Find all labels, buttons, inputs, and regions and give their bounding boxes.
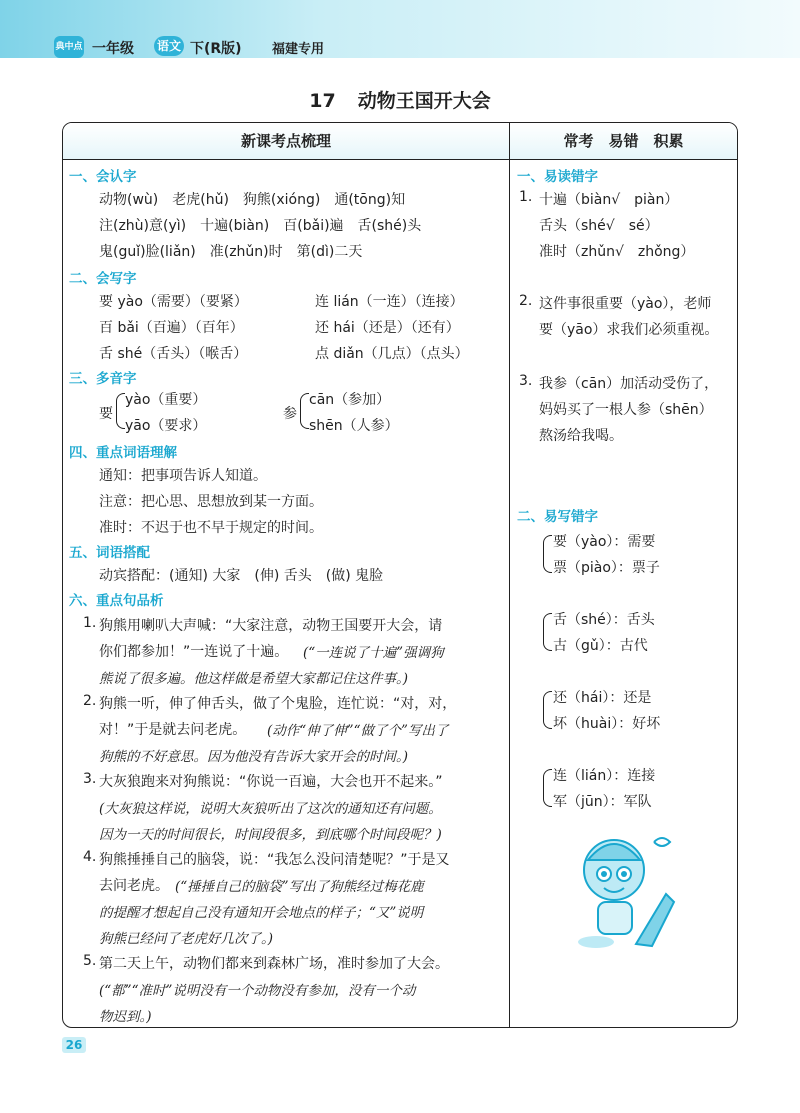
sentence-note: (大灰狼这样说，说明大灰狼听出了这次的通知还有问题。: [99, 801, 442, 817]
sentence-line: 对！”于是就去问老虎。: [99, 722, 247, 738]
misread-number: 2.: [519, 293, 533, 309]
sentence-note: (“一连说了十遍”强调狗: [303, 645, 444, 661]
sentence-line: 狗熊一听，伸了伸舌头，做了个鬼脸，连忙说：“对，对，: [99, 696, 457, 712]
sentence-number: 5.: [83, 953, 97, 969]
region-label: 福建专用: [272, 42, 325, 57]
right-column-heading: 常考 易错 积累: [510, 123, 737, 160]
misread-line: 我参（cān）加活动受伤了，: [539, 376, 719, 392]
write-char-entry: 连 lián（一连）（连接）: [315, 294, 464, 310]
miswrite-pair: 坏（huài）：好坏: [553, 716, 661, 732]
sentence-note: 狗熊的不好意思。因为他没有告诉大家开会的时间。): [99, 749, 409, 765]
column-divider: [509, 123, 510, 1027]
miswrite-pair: 票（piào）：票子: [553, 560, 660, 576]
sentence-line: 狗熊捶捶自己的脑袋，说：“我怎么没问清楚呢？”于是又: [99, 852, 450, 868]
brace: [116, 393, 125, 429]
left-column-heading: 新课考点梳理: [63, 123, 509, 160]
recognize-line: 注(zhù)意(yì) 十遍(biàn) 百(bǎi)遍 舌(shé)头: [99, 218, 422, 234]
sentence-number: 1.: [83, 615, 97, 631]
word-definition: 准时：不迟于也不早于规定的时间。: [99, 520, 323, 536]
section-collocation: 五、词语搭配: [69, 545, 150, 561]
lesson-name: 动物王国开大会: [357, 90, 491, 112]
miswrite-pair: 舌（shé）：舌头: [553, 612, 655, 628]
miswrite-pair: 古（gǔ）：古代: [553, 638, 648, 654]
miswrite-pair: 要（yào）：需要: [553, 534, 656, 550]
brace: [543, 535, 552, 573]
grade-label: 一年级: [92, 41, 134, 57]
brace: [543, 769, 552, 807]
misread-line: 熬汤给我喝。: [539, 428, 623, 444]
recognize-line: 动物(wù) 老虎(hǔ) 狗熊(xióng) 通(tōng)知: [99, 192, 406, 208]
word-definition: 注意：把心思、思想放到某一方面。: [99, 494, 323, 510]
section-key-words: 四、重点词语理解: [69, 445, 177, 461]
section-recognize-chars: 一、会认字: [69, 169, 137, 185]
misread-line: 准时（zhǔn√ zhǒng）: [539, 244, 695, 260]
polyphone-reading: cān（参加）: [309, 392, 391, 408]
series-logo: 典中点: [54, 36, 84, 58]
sentence-number: 4.: [83, 849, 97, 865]
miswrite-pair: 连（lián）：连接: [553, 768, 656, 784]
polyphone-reading: yāo（要求）: [125, 418, 207, 434]
misread-number: 3.: [519, 373, 533, 389]
section-write-chars: 二、会写字: [69, 271, 137, 287]
sentence-line: 去问老虎。: [99, 878, 169, 894]
polyphone-char: 参: [283, 406, 297, 422]
write-char-entry: 还 hái（还是）（还有）: [315, 320, 460, 336]
misread-line: 十遍（biàn√ piàn）: [539, 192, 679, 208]
subject-badge: 语文: [154, 36, 184, 56]
sentence-note: 物迟到。): [99, 1009, 152, 1025]
polyphone-char: 要: [99, 406, 113, 422]
recognize-line: 鬼(guǐ)脸(liǎn) 准(zhǔn)时 第(dì)二天: [99, 244, 363, 260]
write-char-entry: 要 yào（需要）（要紧）: [99, 294, 248, 310]
edition-label: 下(R版): [190, 41, 242, 57]
section-polyphones: 三、多音字: [69, 371, 137, 387]
misread-number: 1.: [519, 189, 533, 205]
sentence-line: 大灰狼跑来对狗熊说：“你说一百遍，大会也开不起来。”: [99, 774, 443, 790]
sentence-number: 2.: [83, 693, 97, 709]
misread-line: 舌头（shé√ sé）: [539, 218, 659, 234]
miswrite-pair: 军（jūn）：军队: [553, 794, 652, 810]
write-char-entry: 舌 shé（舌头）（喉舌）: [99, 346, 248, 362]
sentence-note: (“都”“准时”说明没有一个动物没有参加，没有一个动: [99, 983, 416, 999]
sentence-line: 你们都参加！”一连说了十遍。: [99, 644, 289, 660]
collocation-line: 动宾搭配：(通知) 大家 (伸) 舌头 (做) 鬼脸: [99, 568, 384, 584]
sentence-line: 狗熊用喇叭大声喊：“大家注意，动物王国要开大会，请: [99, 618, 443, 634]
page-number: 26: [62, 1037, 86, 1053]
section-easy-miswrite: 二、易写错字: [517, 509, 598, 525]
write-char-entry: 点 diǎn（几点）（点头）: [315, 346, 469, 362]
polyphone-reading: shēn（人参）: [309, 418, 399, 434]
brace: [543, 691, 552, 729]
polyphone-reading: yào（重要）: [125, 392, 207, 408]
brace: [543, 613, 552, 651]
sentence-note: 熊说了很多遍。他这样做是希望大家都记住这件事。): [99, 671, 409, 687]
lesson-number: 17: [309, 90, 336, 112]
write-char-entry: 百 bǎi（百遍）（百年）: [99, 320, 244, 336]
misread-line: 妈妈买了一根人参（shēn）: [539, 402, 713, 418]
misread-line: 这件事很重要（yào），老师: [539, 296, 712, 312]
sentence-note: 的提醒才想起自己没有通知开会地点的样子；“又”说明: [99, 905, 424, 921]
sentence-note: 狗熊已经问了老虎好几次了。): [99, 931, 274, 947]
mascot-illustration: [574, 822, 678, 952]
miswrite-pair: 还（hái）：还是: [553, 690, 652, 706]
sentence-note: 因为一天的时间很长，时间段很多，到底哪个时间段呢？): [99, 827, 442, 843]
word-definition: 通知：把事项告诉人知道。: [99, 468, 267, 484]
brace: [300, 393, 309, 429]
section-key-sentences: 六、重点句品析: [69, 593, 164, 609]
section-easy-misread: 一、易读错字: [517, 169, 598, 185]
sentence-line: 第二天上午，动物们都来到森林广场，准时参加了大会。: [99, 956, 449, 972]
lesson-title: [0, 86, 800, 113]
misread-line: 要（yāo）求我们必须重视。: [539, 322, 719, 338]
sentence-note: (“捶捶自己的脑袋”写出了狗熊经过梅花鹿: [175, 879, 424, 895]
sentence-number: 3.: [83, 771, 97, 787]
sentence-note: (动作“伸了伸”“做了个”写出了: [267, 723, 449, 739]
